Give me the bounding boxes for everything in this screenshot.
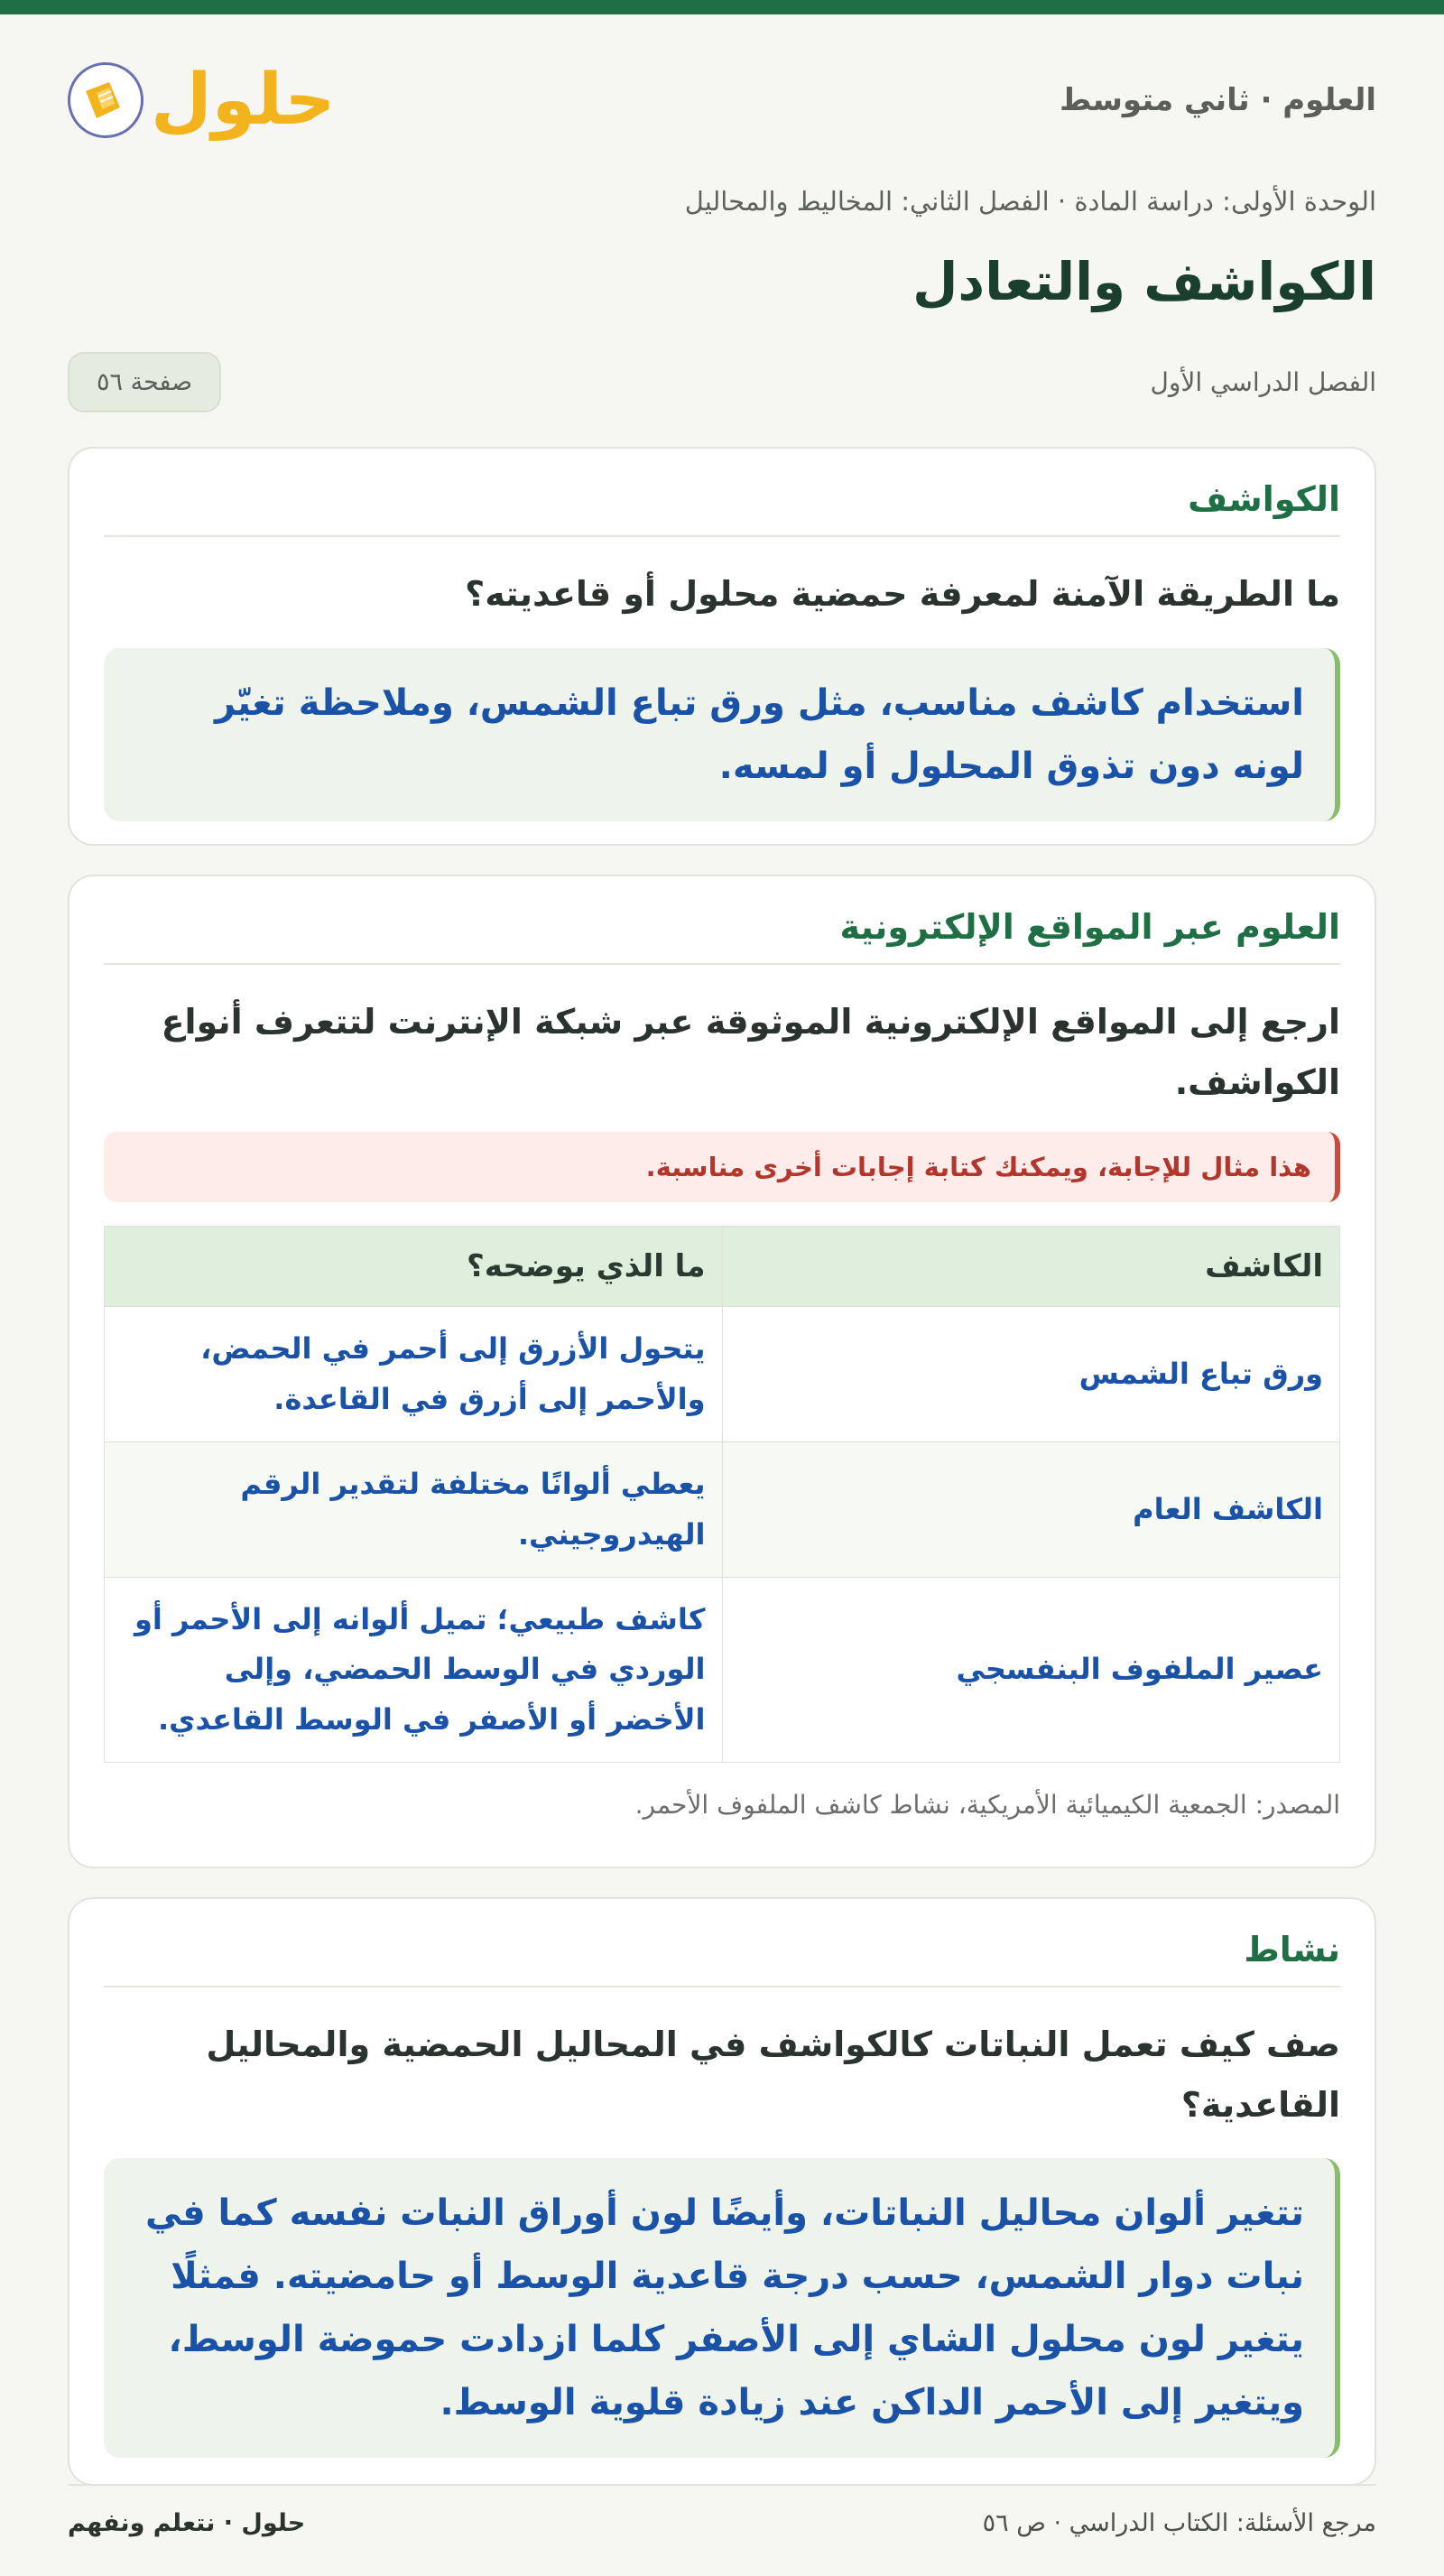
indicators-table (104, 1226, 1340, 1763)
section-heading: الكواشف (104, 479, 1340, 537)
description-cell: كاشف طبيعي؛ تميل ألوانه إلى الأحمر أو الوردي في الوسط الحمضي، وإلى الأخضر أو الأصفر في الوسط القاعدي. (105, 1578, 723, 1763)
subject-title: العلوم · ثاني متوسط (1060, 82, 1376, 118)
page-content (0, 14, 1444, 2486)
question-text: ارجع إلى المواقع الإلكترونية الموثوقة عبر شبكة الإنترنت لتتعرف أنواع الكواشف. (161, 1002, 1340, 1102)
table-header-row (105, 1227, 1340, 1307)
indicator-cell: ورق تباع الشمس (722, 1307, 1340, 1442)
column-header-shows: ما الذي يوضحه؟ (105, 1227, 723, 1307)
indicators-card (68, 447, 1376, 846)
book-icon (68, 62, 143, 138)
activity-card (68, 1897, 1376, 2486)
meta-row (68, 352, 1376, 412)
section-heading: العلوم عبر المواقع الإلكترونية (104, 907, 1340, 965)
source-citation: المصدر: الجمعية الكيميائية الأمريكية، نشاط كاشف الملفوف الأحمر. (634, 1790, 1340, 1820)
page-number-badge: صفحة ٥٦ (68, 352, 221, 412)
example-note: هذا مثال للإجابة، ويمكنك كتابة إجابات أخرى مناسبة. (104, 1132, 1340, 1202)
page-header (68, 14, 1376, 195)
footer-reference: مرجع الأسئلة: الكتاب الدراسي · ص ٥٦ (982, 2509, 1376, 2537)
logo-text: حلول (151, 60, 336, 141)
footer-brand[interactable]: حلول · نتعلم ونفهم (68, 2509, 306, 2537)
breadcrumb: الوحدة الأولى: دراسة المادة · الفصل الثاني: المخاليط والمحاليل (684, 186, 1376, 217)
semester-label: الفصل الدراسي الأول (1150, 367, 1376, 397)
indicator-cell: الكاشف العام (722, 1442, 1340, 1578)
page-title: الكواشف والتعادل (912, 251, 1376, 312)
question-text: صف كيف تعمل النباتات كالكواشف في المحاليل الحمضية والمحاليل القاعدية؟ (206, 2025, 1340, 2125)
column-header-indicator: الكاشف (722, 1227, 1340, 1307)
indicator-cell: عصير الملفوف البنفسجي (722, 1578, 1340, 1763)
section-heading: نشاط (104, 1930, 1340, 1988)
page-footer (68, 2484, 1376, 2537)
top-accent-bar (0, 0, 1444, 14)
table-row (105, 1578, 1340, 1763)
answer-box: استخدام كاشف مناسب، مثل ورق تباع الشمس، وملاحظة تغيّر لونه دون تذوق المحلول أو لمسه. (104, 648, 1340, 821)
description-cell: يعطي ألوانًا مختلفة لتقدير الرقم الهيدروجيني. (105, 1442, 723, 1578)
answer-box: تتغير ألوان محاليل النباتات، وأيضًا لون أوراق النبات نفسه كما في نبات دوار الشمس، حسب درجة قاعدية الوسط أو حامضيته. فمثلًا يتغير لون محلول الشاي إلى الأصفر كلما ازدادت حموضة الوسط، ويتغير إلى الأحمر الداكن عند زيادة قلوية الوسط. (104, 2158, 1340, 2458)
table-row (105, 1307, 1340, 1442)
description-cell: يتحول الأزرق إلى أحمر في الحمض، والأحمر إلى أزرق في القاعدة. (105, 1307, 723, 1442)
hulul-logo[interactable] (68, 60, 336, 141)
table-row (105, 1442, 1340, 1578)
question-text: ما الطريقة الآمنة لمعرفة حمضية محلول أو قاعديته؟ (465, 574, 1340, 614)
websites-card (68, 875, 1376, 1868)
